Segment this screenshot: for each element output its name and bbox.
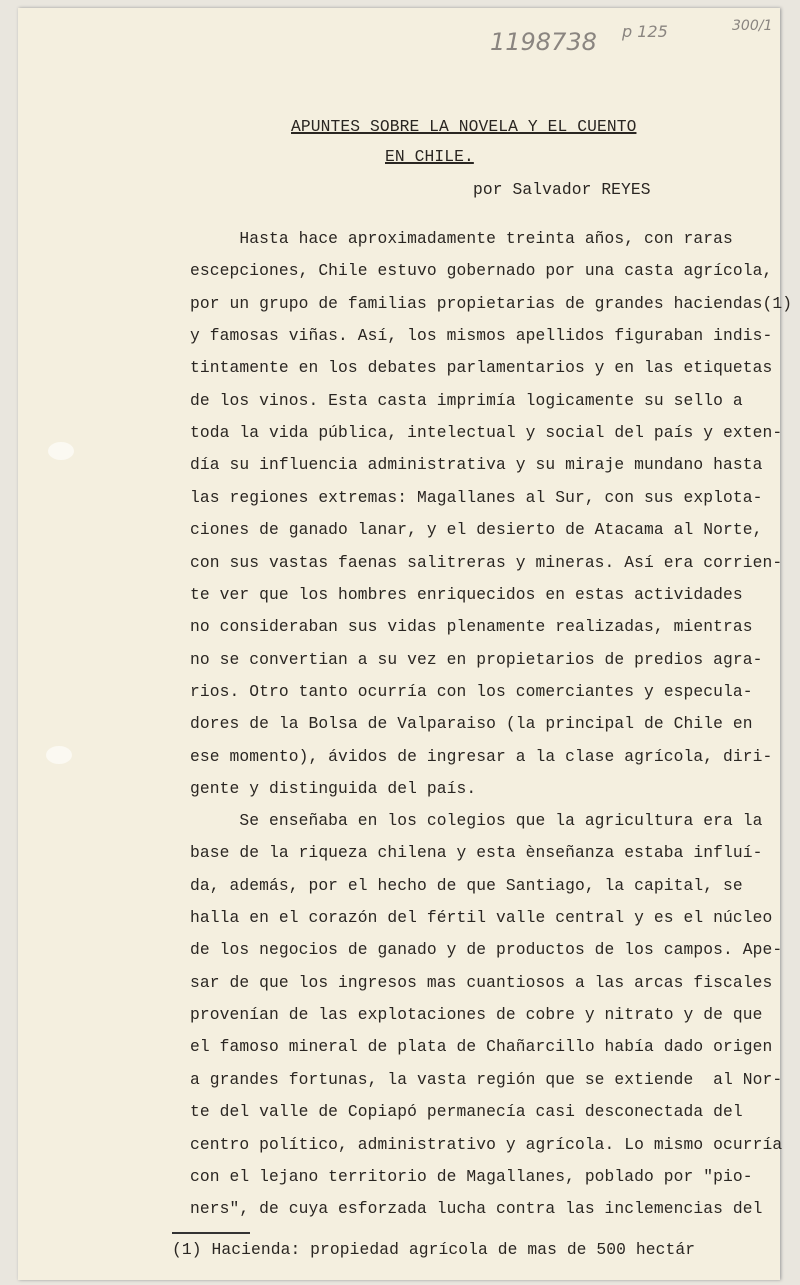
text-line: halla en el corazón del fértil valle central y es el núcleo	[190, 908, 773, 928]
text-line: a grandes fortunas, la vasta región que se extiende al Nor-	[190, 1069, 783, 1089]
text-line: de los vinos. Esta casta imprimía logicamente su sello a	[190, 390, 743, 410]
text-line: escepciones, Chile estuvo gobernado por una casta agrícola,	[190, 261, 773, 281]
text-line: Hasta hace aproximadamente treinta años, con raras	[190, 229, 733, 248]
footnote: (1) Hacienda: propiedad agrícola de mas de 500 hectár	[172, 1240, 696, 1259]
text-line: el famoso mineral de plata de Chañarcillo había dado origen	[190, 1037, 773, 1057]
text-line: base de la riqueza chilena y esta ènseñanza estaba influí-	[190, 843, 763, 863]
text-line: ese momento), ávidos de ingresar a la clase agrícola, diri-	[190, 746, 773, 766]
text-line: te ver que los hombres enriquecidos en estas actividades	[190, 584, 743, 604]
punch-hole	[46, 746, 72, 764]
text-line: con sus vastas faenas salitreras y mineras. Así era corrien-	[190, 552, 783, 572]
archive-page: p 125	[622, 22, 668, 41]
text-line: toda la vida pública, intelectual y social del país y exten-	[190, 423, 783, 443]
text-line: dores de la Bolsa de Valparaiso (la principal de Chile en	[190, 714, 753, 734]
text-line: y famosas viñas. Así, los mismos apellidos figuraban indis-	[190, 326, 773, 346]
text-line: las regiones extremas: Magallanes al Sur, con sus explota-	[190, 487, 763, 507]
archive-folio: 300/1	[732, 18, 773, 34]
text-line: gente y distinguida del país.	[190, 778, 477, 798]
title-line-1: APUNTES SOBRE LA NOVELA Y EL CUENTO	[291, 117, 637, 136]
text-line: ners", de cuya esforzada lucha contra las inclemencias del	[190, 1199, 763, 1219]
text-line: provenían de las explotaciones de cobre y nitrato y de que	[190, 1005, 763, 1025]
text-line: Se enseñaba en los colegios que la agricultura era la	[190, 811, 763, 830]
text-line: centro político, administrativo y agrícola. Lo mismo ocurría	[190, 1134, 783, 1154]
text-line: ciones de ganado lanar, y el desierto de Atacama al Norte,	[190, 520, 763, 540]
text-line: te del valle de Copiapó permanecía casi desconectada del	[190, 1102, 743, 1122]
footnote-rule	[172, 1232, 250, 1234]
title-line-2: EN CHILE.	[385, 147, 474, 166]
text-line: de los negocios de ganado y de productos de los campos. Ape-	[190, 940, 783, 960]
text-line: día su influencia administrativa y su miraje mundano hasta	[190, 455, 763, 475]
text-line: con el lejano territorio de Magallanes, poblado por "pio-	[190, 1166, 753, 1186]
text-line: da, además, por el hecho de que Santiago, la capital, se	[190, 875, 743, 895]
text-line: tintamente en los debates parlamentarios y en las etiquetas	[190, 358, 773, 378]
text-line: rios. Otro tanto ocurría con los comerciantes y especula-	[190, 681, 753, 701]
punch-hole	[48, 442, 74, 460]
text-line: no se convertian a su vez en propietarios de predios agra-	[190, 649, 763, 669]
archive-number: 1198738	[490, 28, 597, 56]
text-line: sar de que los ingresos mas cuantiosos a las arcas fiscales	[190, 972, 773, 992]
document-page	[18, 8, 783, 1280]
text-line: por un grupo de familias propietarias de grandes haciendas(1)	[190, 293, 793, 313]
text-line: no consideraban sus vidas plenamente realizadas, mientras	[190, 617, 753, 637]
author: por Salvador REYES	[473, 180, 651, 199]
